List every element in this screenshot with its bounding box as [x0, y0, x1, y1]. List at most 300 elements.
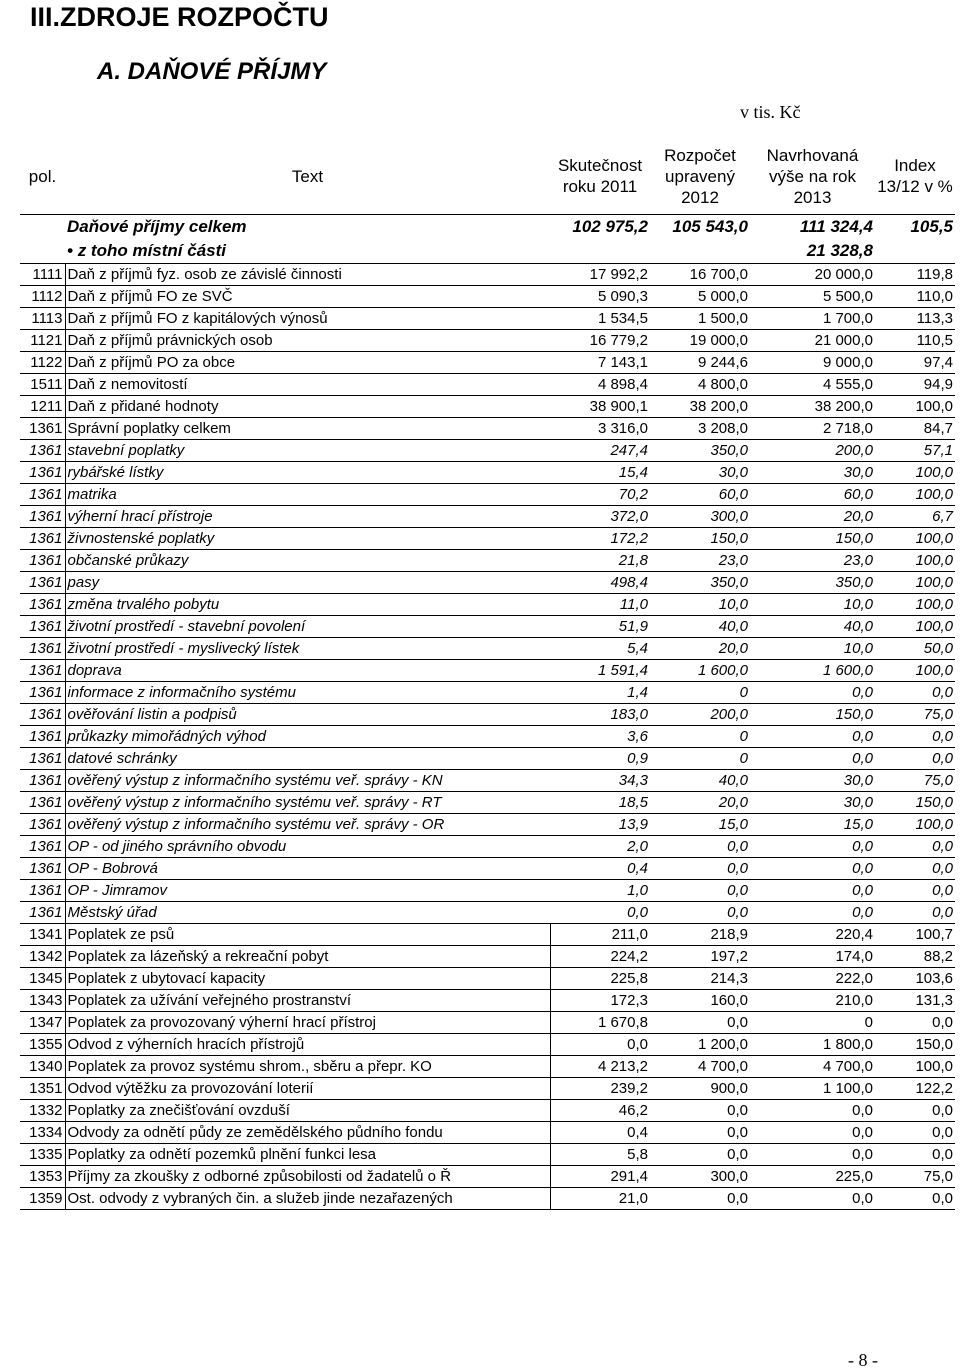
row-index: 0,0 [875, 836, 955, 858]
row-code: 1361 [20, 682, 65, 704]
row-text: změna trvalého pobytu [65, 594, 550, 616]
row-proposed: 30,0 [750, 792, 875, 814]
table-row [20, 286, 955, 308]
row-budget: 197,2 [650, 946, 750, 968]
row-budget: 30,0 [650, 462, 750, 484]
row-code: 1343 [20, 990, 65, 1012]
row-text: Poplatek za užívání veřejného prostranství [65, 990, 550, 1012]
table-row [20, 748, 955, 770]
row-code: 1361 [20, 594, 65, 616]
row-actual: 70,2 [550, 484, 650, 506]
row-budget: 40,0 [650, 616, 750, 638]
row-index: 110,5 [875, 330, 955, 352]
row-proposed: 200,0 [750, 440, 875, 462]
row-index: 103,6 [875, 968, 955, 990]
row-actual: 2,0 [550, 836, 650, 858]
table-row [20, 1100, 955, 1122]
row-proposed: 4 700,0 [750, 1056, 875, 1078]
page-title: III.ZDROJE ROZPOČTU [30, 2, 329, 32]
row-code: 1361 [20, 660, 65, 682]
row-index: 57,1 [875, 440, 955, 462]
row-index: 0,0 [875, 726, 955, 748]
row-proposed: 210,0 [750, 990, 875, 1012]
row-code: 1347 [20, 1012, 65, 1034]
row-proposed: 225,0 [750, 1166, 875, 1188]
row-actual: 211,0 [550, 924, 650, 946]
row-actual: 1,0 [550, 880, 650, 902]
summary-actual: 102 975,2 [572, 217, 648, 236]
table-row [20, 792, 955, 814]
row-actual: 0,4 [550, 858, 650, 880]
row-proposed: 150,0 [750, 528, 875, 550]
row-index: 75,0 [875, 1166, 955, 1188]
row-index: 119,8 [875, 264, 955, 286]
table-row [20, 814, 955, 836]
row-code: 1361 [20, 836, 65, 858]
table-row [20, 594, 955, 616]
summary-row [20, 215, 955, 240]
row-budget: 0 [650, 726, 750, 748]
row-code: 1361 [20, 726, 65, 748]
row-budget: 5 000,0 [650, 286, 750, 308]
row-text: Poplatek ze psů [65, 924, 550, 946]
row-text: Odvod výtěžku za provozování loterií [65, 1078, 550, 1100]
row-text: doprava [65, 660, 550, 682]
table-row [20, 462, 955, 484]
row-budget: 0 [650, 748, 750, 770]
row-text: Ost. odvody z vybraných čin. a služeb jinde nezařazených [65, 1188, 550, 1210]
table-row [20, 352, 955, 374]
header-pol: pol. [20, 138, 65, 215]
row-text: ověřený výstup z informačního systému veř. správy - RT [65, 792, 550, 814]
row-proposed: 0,0 [750, 682, 875, 704]
row-index: 0,0 [875, 1122, 955, 1144]
row-budget: 19 000,0 [650, 330, 750, 352]
header-actual: Skutečnost roku 2011 [550, 138, 650, 215]
row-text: Poplatky za znečišťování ovzduší [65, 1100, 550, 1122]
row-actual: 5,8 [550, 1144, 650, 1166]
row-actual: 3,6 [550, 726, 650, 748]
row-text: OP - Bobrová [65, 858, 550, 880]
row-budget: 0,0 [650, 1122, 750, 1144]
row-proposed: 0,0 [750, 748, 875, 770]
row-code: 1341 [20, 924, 65, 946]
row-index: 100,0 [875, 462, 955, 484]
table-row [20, 550, 955, 572]
row-budget: 0,0 [650, 902, 750, 924]
row-code: 1332 [20, 1100, 65, 1122]
row-budget: 1 500,0 [650, 308, 750, 330]
row-index: 100,0 [875, 572, 955, 594]
table-row [20, 440, 955, 462]
row-proposed: 0,0 [750, 858, 875, 880]
row-text: Daň z přidané hodnoty [65, 396, 550, 418]
row-code: 1211 [20, 396, 65, 418]
row-code: 1511 [20, 374, 65, 396]
row-text: Daň z příjmů FO z kapitálových výnosů [65, 308, 550, 330]
row-code: 1361 [20, 616, 65, 638]
row-index: 0,0 [875, 858, 955, 880]
row-text: životní prostředí - myslivecký lístek [65, 638, 550, 660]
row-actual: 0,0 [550, 1034, 650, 1056]
header-proposed: Navrhovaná výše na rok 2013 [750, 138, 875, 215]
row-code: 1112 [20, 286, 65, 308]
row-budget: 350,0 [650, 572, 750, 594]
row-actual: 21,8 [550, 550, 650, 572]
row-code: 1351 [20, 1078, 65, 1100]
row-actual: 11,0 [550, 594, 650, 616]
local-label: z toho místní části [77, 241, 226, 260]
row-index: 94,9 [875, 374, 955, 396]
summary-index: 105,5 [910, 217, 953, 236]
row-index: 100,0 [875, 484, 955, 506]
row-proposed: 0,0 [750, 1144, 875, 1166]
row-code: 1361 [20, 748, 65, 770]
table-row [20, 1166, 955, 1188]
row-budget: 0,0 [650, 836, 750, 858]
row-proposed: 1 700,0 [750, 308, 875, 330]
row-budget: 0,0 [650, 1188, 750, 1210]
table-row [20, 418, 955, 440]
row-proposed: 350,0 [750, 572, 875, 594]
row-actual: 1 534,5 [550, 308, 650, 330]
row-code: 1335 [20, 1144, 65, 1166]
row-proposed: 1 600,0 [750, 660, 875, 682]
row-proposed: 10,0 [750, 594, 875, 616]
row-index: 100,0 [875, 1056, 955, 1078]
row-proposed: 174,0 [750, 946, 875, 968]
row-index: 0,0 [875, 1188, 955, 1210]
row-actual: 224,2 [550, 946, 650, 968]
row-index: 50,0 [875, 638, 955, 660]
row-actual: 7 143,1 [550, 352, 650, 374]
row-index: 0,0 [875, 748, 955, 770]
row-budget: 4 700,0 [650, 1056, 750, 1078]
table-row [20, 682, 955, 704]
row-budget: 3 208,0 [650, 418, 750, 440]
row-actual: 1 591,4 [550, 660, 650, 682]
row-actual: 18,5 [550, 792, 650, 814]
row-code: 1361 [20, 462, 65, 484]
row-proposed: 1 100,0 [750, 1078, 875, 1100]
row-index: 0,0 [875, 1100, 955, 1122]
local-row [20, 239, 955, 264]
row-actual: 498,4 [550, 572, 650, 594]
table-row [20, 1056, 955, 1078]
row-actual: 51,9 [550, 616, 650, 638]
page-number: - 8 - [848, 1350, 878, 1370]
table-row [20, 880, 955, 902]
row-code: 1361 [20, 572, 65, 594]
row-text: OP - Jimramov [65, 880, 550, 902]
section-title: A. DAŇOVÉ PŘÍJMY [97, 58, 327, 85]
table-row [20, 660, 955, 682]
row-text: OP - od jiného správního obvodu [65, 836, 550, 858]
row-text: Daň z příjmů FO ze SVČ [65, 286, 550, 308]
table-row [20, 1122, 955, 1144]
table-row [20, 638, 955, 660]
row-index: 0,0 [875, 902, 955, 924]
row-index: 0,0 [875, 1012, 955, 1034]
row-actual: 21,0 [550, 1188, 650, 1210]
header-index: Index 13/12 v % [875, 138, 955, 215]
row-text: Poplatek za lázeňský a rekreační pobyt [65, 946, 550, 968]
row-index: 100,0 [875, 594, 955, 616]
row-proposed: 30,0 [750, 770, 875, 792]
row-actual: 15,4 [550, 462, 650, 484]
row-index: 100,0 [875, 660, 955, 682]
row-code: 1361 [20, 814, 65, 836]
row-code: 1361 [20, 550, 65, 572]
row-index: 100,0 [875, 616, 955, 638]
row-budget: 0,0 [650, 1100, 750, 1122]
row-text: rybářské lístky [65, 462, 550, 484]
row-index: 88,2 [875, 946, 955, 968]
table-row [20, 836, 955, 858]
row-budget: 23,0 [650, 550, 750, 572]
row-index: 0,0 [875, 1144, 955, 1166]
row-code: 1122 [20, 352, 65, 374]
table-row [20, 704, 955, 726]
row-text: Městský úřad [65, 902, 550, 924]
row-index: 110,0 [875, 286, 955, 308]
row-code: 1361 [20, 858, 65, 880]
row-code: 1361 [20, 528, 65, 550]
summary-budget: 105 543,0 [672, 217, 748, 236]
row-code: 1361 [20, 770, 65, 792]
row-code: 1361 [20, 638, 65, 660]
row-actual: 17 992,2 [550, 264, 650, 286]
row-budget: 40,0 [650, 770, 750, 792]
row-index: 113,3 [875, 308, 955, 330]
row-actual: 4 898,4 [550, 374, 650, 396]
bullet-icon: • [67, 241, 78, 260]
row-actual: 372,0 [550, 506, 650, 528]
table-row [20, 1144, 955, 1166]
row-code: 1111 [20, 264, 65, 286]
table-row [20, 396, 955, 418]
row-proposed: 0,0 [750, 726, 875, 748]
row-index: 84,7 [875, 418, 955, 440]
table-row [20, 726, 955, 748]
table-row [20, 858, 955, 880]
row-actual: 183,0 [550, 704, 650, 726]
row-budget: 10,0 [650, 594, 750, 616]
row-code: 1361 [20, 484, 65, 506]
row-actual: 3 316,0 [550, 418, 650, 440]
row-index: 150,0 [875, 1034, 955, 1056]
table-row [20, 968, 955, 990]
row-actual: 46,2 [550, 1100, 650, 1122]
row-actual: 291,4 [550, 1166, 650, 1188]
summary-label: Daňové příjmy celkem [67, 217, 247, 236]
row-text: občanské průkazy [65, 550, 550, 572]
row-actual: 172,2 [550, 528, 650, 550]
row-budget: 20,0 [650, 638, 750, 660]
row-proposed: 30,0 [750, 462, 875, 484]
row-text: Poplatek z ubytovací kapacity [65, 968, 550, 990]
table-row [20, 1034, 955, 1056]
header-budget: Rozpočet upravený 2012 [650, 138, 750, 215]
row-budget: 200,0 [650, 704, 750, 726]
summary-proposed: 111 324,4 [799, 217, 873, 236]
row-text: Odvod z výherních hracích přístrojů [65, 1034, 550, 1056]
row-proposed: 23,0 [750, 550, 875, 572]
row-actual: 0,4 [550, 1122, 650, 1144]
row-proposed: 10,0 [750, 638, 875, 660]
row-budget: 900,0 [650, 1078, 750, 1100]
row-proposed: 38 200,0 [750, 396, 875, 418]
row-proposed: 220,4 [750, 924, 875, 946]
row-budget: 20,0 [650, 792, 750, 814]
row-index: 100,7 [875, 924, 955, 946]
row-actual: 1 670,8 [550, 1012, 650, 1034]
row-code: 1361 [20, 418, 65, 440]
row-actual: 225,8 [550, 968, 650, 990]
table-row [20, 770, 955, 792]
row-budget: 9 244,6 [650, 352, 750, 374]
row-index: 75,0 [875, 704, 955, 726]
table-row [20, 1078, 955, 1100]
row-budget: 214,3 [650, 968, 750, 990]
row-proposed: 21 000,0 [750, 330, 875, 352]
row-proposed: 1 800,0 [750, 1034, 875, 1056]
row-proposed: 4 555,0 [750, 374, 875, 396]
row-budget: 0,0 [650, 1012, 750, 1034]
row-text: živnostenské poplatky [65, 528, 550, 550]
row-code: 1345 [20, 968, 65, 990]
row-proposed: 5 500,0 [750, 286, 875, 308]
table-row [20, 374, 955, 396]
row-text: Příjmy za zkoušky z odborné způsobilosti od žadatelů o Ř [65, 1166, 550, 1188]
row-budget: 0,0 [650, 880, 750, 902]
row-index: 0,0 [875, 880, 955, 902]
budget-table [20, 138, 955, 1210]
row-text: Poplatek za provoz systému shrom., sběru a přepr. KO [65, 1056, 550, 1078]
row-code: 1361 [20, 880, 65, 902]
table-row [20, 924, 955, 946]
row-proposed: 20 000,0 [750, 264, 875, 286]
row-code: 1113 [20, 308, 65, 330]
row-text: Daň z příjmů právnických osob [65, 330, 550, 352]
row-budget: 218,9 [650, 924, 750, 946]
table-row [20, 946, 955, 968]
row-budget: 4 800,0 [650, 374, 750, 396]
row-index: 75,0 [875, 770, 955, 792]
row-proposed: 150,0 [750, 704, 875, 726]
table-row [20, 1012, 955, 1034]
row-code: 1355 [20, 1034, 65, 1056]
row-budget: 150,0 [650, 528, 750, 550]
row-text: Správní poplatky celkem [65, 418, 550, 440]
row-proposed: 60,0 [750, 484, 875, 506]
row-text: pasy [65, 572, 550, 594]
row-budget: 0 [650, 682, 750, 704]
row-actual: 172,3 [550, 990, 650, 1012]
row-proposed: 20,0 [750, 506, 875, 528]
row-code: 1361 [20, 704, 65, 726]
row-text: Poplatky za odnětí pozemků plnění funkci lesa [65, 1144, 550, 1166]
table-row [20, 990, 955, 1012]
row-code: 1342 [20, 946, 65, 968]
header-text: Text [65, 138, 550, 215]
row-actual: 0,0 [550, 902, 650, 924]
row-code: 1334 [20, 1122, 65, 1144]
row-budget: 60,0 [650, 484, 750, 506]
row-code: 1361 [20, 902, 65, 924]
row-code: 1353 [20, 1166, 65, 1188]
row-index: 6,7 [875, 506, 955, 528]
row-index: 100,0 [875, 550, 955, 572]
row-budget: 1 200,0 [650, 1034, 750, 1056]
row-actual: 4 213,2 [550, 1056, 650, 1078]
row-proposed: 15,0 [750, 814, 875, 836]
table-row [20, 506, 955, 528]
row-proposed: 0,0 [750, 1188, 875, 1210]
row-proposed: 0,0 [750, 1122, 875, 1144]
row-actual: 16 779,2 [550, 330, 650, 352]
row-text: ověřování listin a podpisů [65, 704, 550, 726]
row-code: 1121 [20, 330, 65, 352]
row-index: 100,0 [875, 814, 955, 836]
row-index: 100,0 [875, 396, 955, 418]
row-index: 100,0 [875, 528, 955, 550]
row-actual: 1,4 [550, 682, 650, 704]
row-proposed: 40,0 [750, 616, 875, 638]
row-text: průkazky mimořádných výhod [65, 726, 550, 748]
row-budget: 160,0 [650, 990, 750, 1012]
table-row [20, 264, 955, 286]
row-budget: 0,0 [650, 1144, 750, 1166]
table-row [20, 308, 955, 330]
row-actual: 247,4 [550, 440, 650, 462]
row-actual: 239,2 [550, 1078, 650, 1100]
row-actual: 38 900,1 [550, 396, 650, 418]
row-text: Daň z příjmů PO za obce [65, 352, 550, 374]
table-row [20, 1188, 955, 1210]
row-text: Daň z nemovitostí [65, 374, 550, 396]
row-actual: 0,9 [550, 748, 650, 770]
table-row [20, 484, 955, 506]
row-text: informace z informačního systému [65, 682, 550, 704]
row-code: 1361 [20, 440, 65, 462]
local-proposed: 21 328,8 [750, 239, 875, 264]
row-text: ověřený výstup z informačního systému veř. správy - KN [65, 770, 550, 792]
row-proposed: 0,0 [750, 836, 875, 858]
row-budget: 0,0 [650, 858, 750, 880]
row-code: 1359 [20, 1188, 65, 1210]
row-budget: 1 600,0 [650, 660, 750, 682]
row-text: matrika [65, 484, 550, 506]
table-row [20, 330, 955, 352]
row-code: 1361 [20, 792, 65, 814]
row-proposed: 2 718,0 [750, 418, 875, 440]
unit-label: v tis. Kč [740, 102, 801, 122]
row-proposed: 9 000,0 [750, 352, 875, 374]
row-budget: 15,0 [650, 814, 750, 836]
row-proposed: 0 [750, 1012, 875, 1034]
row-actual: 13,9 [550, 814, 650, 836]
row-text: výherní hrací přístroje [65, 506, 550, 528]
row-index: 131,3 [875, 990, 955, 1012]
row-proposed: 222,0 [750, 968, 875, 990]
table-header [20, 138, 955, 215]
row-text: Odvody za odnětí půdy ze zemědělského půdního fondu [65, 1122, 550, 1144]
row-text: Poplatek za provozovaný výherní hrací přístroj [65, 1012, 550, 1034]
row-code: 1361 [20, 506, 65, 528]
table-row [20, 616, 955, 638]
table-row [20, 572, 955, 594]
